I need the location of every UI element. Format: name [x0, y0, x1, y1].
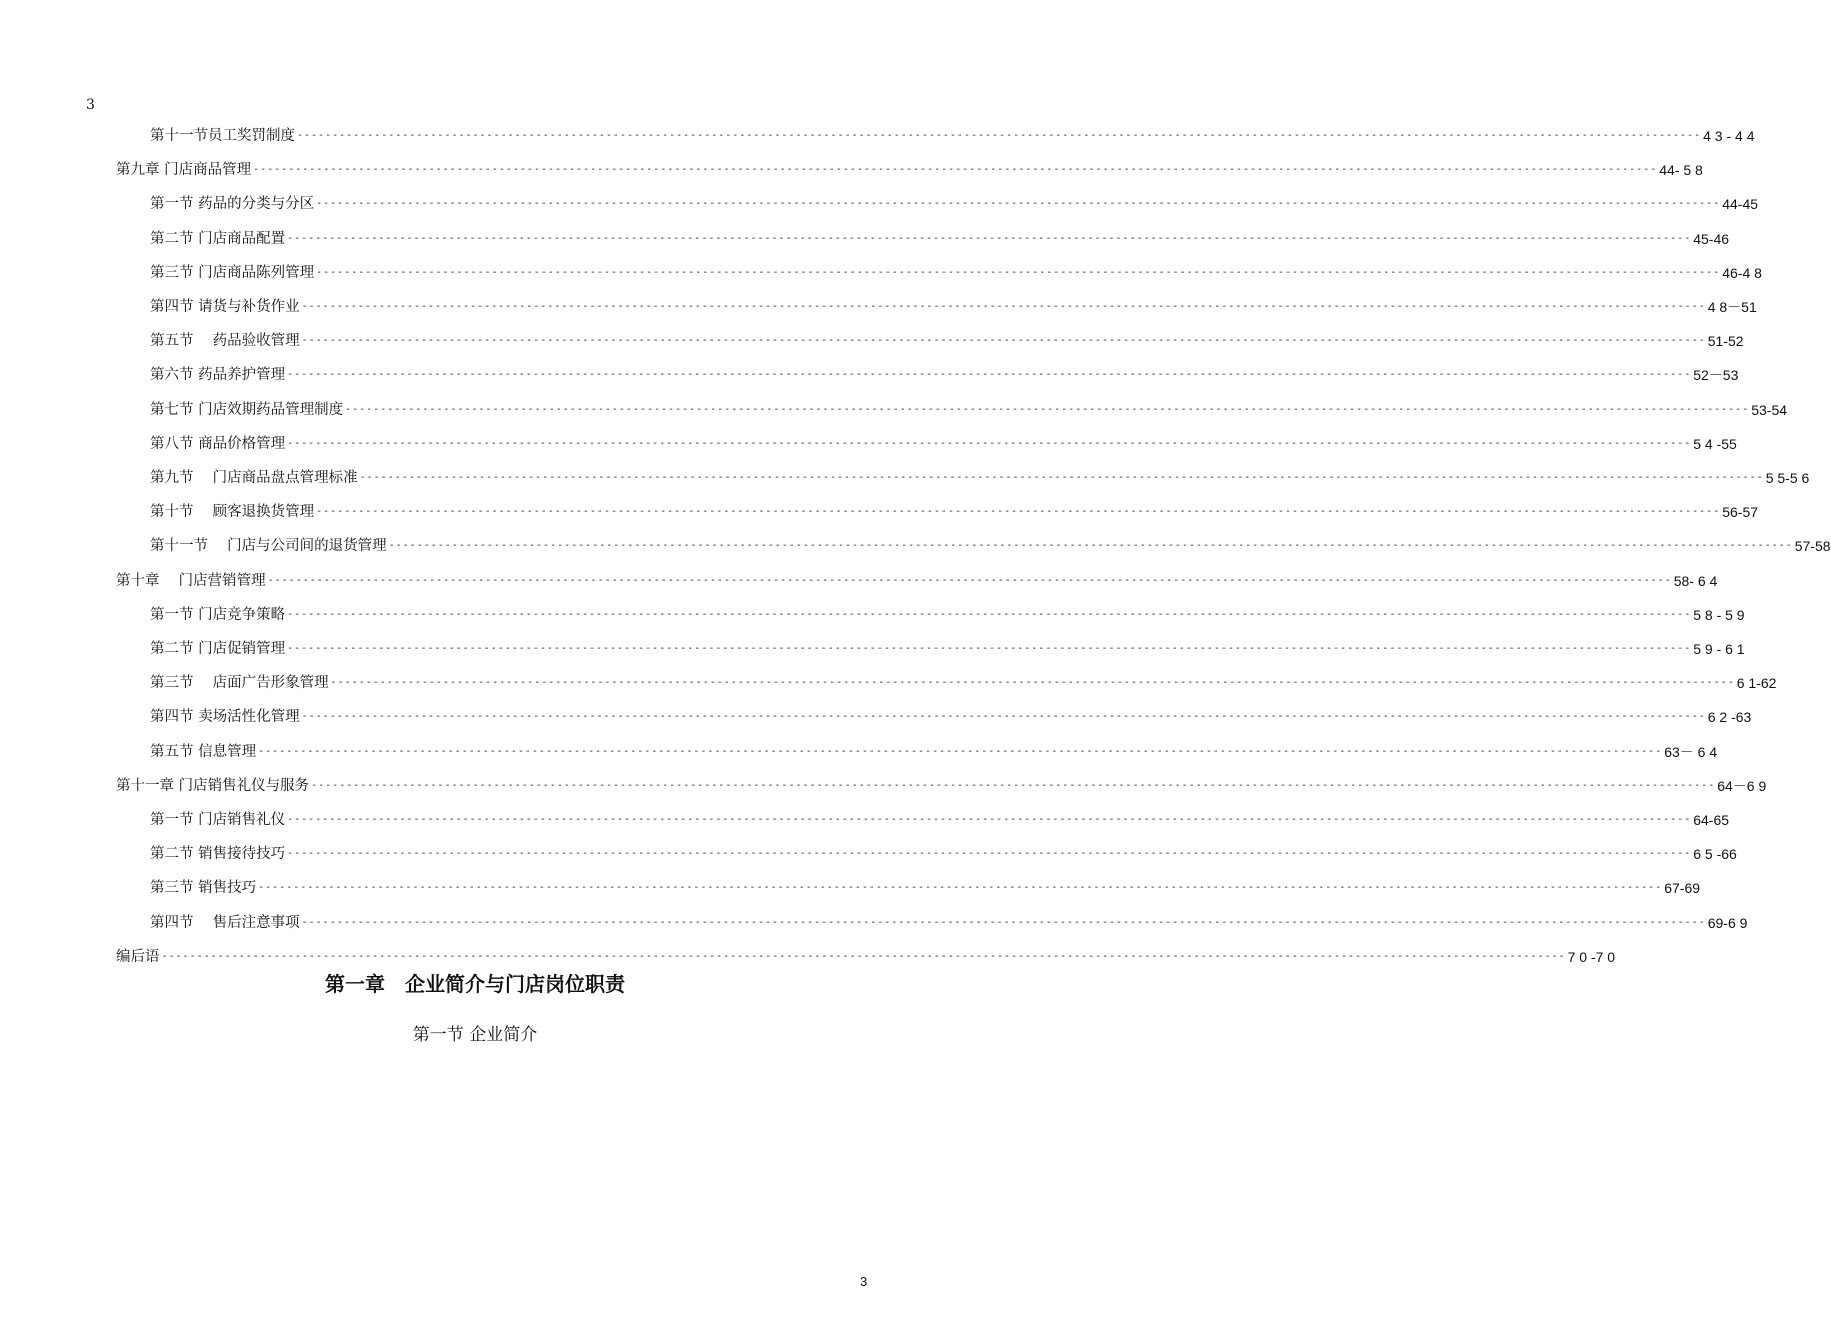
toc-entry-page: 52－53	[1693, 367, 1739, 384]
toc-entry[interactable]	[150, 637, 1745, 661]
toc-leader-dots: --------------------------------------------------------------------------------------------------------------------------------------------------------------------------------------------------------	[359, 472, 1764, 483]
toc-entry-title: 第三节 店面广告形象管理	[150, 675, 329, 692]
toc-entry-title: 第二节 门店商品配置	[150, 230, 286, 247]
toc-entry-title: 编后语	[116, 948, 160, 965]
toc-leader-dots: --------------------------------------------------------------------------------------------------------------------------------------------------------------------------------------------------------	[345, 403, 1750, 415]
toc-entry-page: 69-6 9	[1707, 914, 1748, 931]
toc-entry-page: 6 2 -63	[1707, 709, 1752, 726]
toc-entry-page: 4 8－51	[1707, 299, 1757, 315]
toc-entry[interactable]	[150, 740, 1718, 764]
toc-entry-title: 第九章 门店商品管理	[116, 162, 252, 179]
toc-entry[interactable]	[116, 945, 1616, 969]
toc-leader-dots: --------------------------------------------------------------------------------------------------------------------------------------------------------------------------------------------------------	[388, 540, 1793, 552]
toc-entry-title: 第七节 门店效期药品管理制度	[150, 401, 344, 418]
toc-leader-dots: --------------------------------------------------------------------------------------------------------------------------------------------------------------------------------------------------------	[253, 164, 1658, 176]
toc-leader-dots: --------------------------------------------------------------------------------------------------------------------------------------------------------------------------------------------------------	[297, 130, 1702, 141]
toc-entry-title: 第三节 销售技巧	[150, 880, 257, 897]
toc-entry-page: 46-4 8	[1722, 264, 1762, 281]
toc-entry-page: 6 1-62	[1736, 675, 1777, 692]
toc-entry-title: 第二节 门店促销管理	[150, 641, 286, 657]
toc-entry[interactable]	[150, 295, 1757, 319]
toc-entry-page: 63－ 6 4	[1664, 743, 1718, 760]
toc-entry-title: 第一节 门店竞争策略	[150, 606, 286, 623]
toc-entry-title: 第十一节员工奖罚制度	[150, 128, 295, 144]
toc-leader-dots: --------------------------------------------------------------------------------------------------------------------------------------------------------------------------------------------------------	[330, 677, 1735, 689]
toc-entry-page: 45-46	[1693, 230, 1730, 247]
toc-entry[interactable]	[150, 192, 1759, 216]
toc-entry-title: 第十一节 门店与公司间的退货管理	[150, 538, 387, 555]
toc-leader-dots: --------------------------------------------------------------------------------------------------------------------------------------------------------------------------------------------------------	[311, 779, 1716, 791]
header-page-number: 3	[86, 97, 95, 113]
chapter-heading: 第一章 企业简介与门店岗位职责	[325, 972, 625, 996]
toc-entry[interactable]	[150, 363, 1739, 387]
toc-entry[interactable]	[150, 671, 1777, 695]
toc-entry-page: 4 3 - 4 4	[1703, 128, 1755, 144]
toc-leader-dots: --------------------------------------------------------------------------------------------------------------------------------------------------------------------------------------------------------	[287, 369, 1692, 381]
toc-entry-page: 7 0 -7 0	[1567, 948, 1616, 965]
toc-entry-page: 51-52	[1707, 333, 1744, 350]
toc-entry-page: 5 4 -55	[1693, 435, 1737, 452]
toc-leader-dots: --------------------------------------------------------------------------------------------------------------------------------------------------------------------------------------------------------	[258, 745, 1663, 757]
toc-leader-dots: --------------------------------------------------------------------------------------------------------------------------------------------------------------------------------------------------------	[301, 916, 1706, 928]
toc-entry-page: 57-58	[1794, 538, 1831, 555]
toc-leader-dots: --------------------------------------------------------------------------------------------------------------------------------------------------------------------------------------------------------	[258, 882, 1663, 894]
toc-entry[interactable]	[150, 124, 1755, 148]
toc-entry-page: 67-69	[1664, 880, 1701, 897]
section-heading: 第一节 企业简介	[412, 1025, 538, 1045]
toc-entry[interactable]	[116, 774, 1767, 798]
toc-entry-page: 5 8 - 5 9	[1693, 606, 1745, 623]
toc-entry-page: 44- 5 8	[1659, 162, 1703, 179]
toc-leader-dots: --------------------------------------------------------------------------------------------------------------------------------------------------------------------------------------------------------	[316, 506, 1721, 518]
toc-leader-dots: --------------------------------------------------------------------------------------------------------------------------------------------------------------------------------------------------------	[287, 232, 1692, 244]
toc-entry[interactable]	[150, 227, 1730, 251]
toc-entry[interactable]	[150, 808, 1730, 832]
toc-entry[interactable]	[150, 329, 1744, 353]
toc-leader-dots: --------------------------------------------------------------------------------------------------------------------------------------------------------------------------------------------------------	[267, 574, 1672, 586]
toc-leader-dots: --------------------------------------------------------------------------------------------------------------------------------------------------------------------------------------------------------	[287, 643, 1692, 654]
toc-entry[interactable]	[150, 500, 1759, 524]
toc-entry[interactable]	[116, 158, 1703, 182]
toc-entry-title: 第三节 门店商品陈列管理	[150, 264, 315, 281]
toc-leader-dots: --------------------------------------------------------------------------------------------------------------------------------------------------------------------------------------------------------	[287, 814, 1692, 825]
toc-leader-dots: --------------------------------------------------------------------------------------------------------------------------------------------------------------------------------------------------------	[287, 848, 1692, 860]
toc-entry-page: 64-65	[1693, 812, 1730, 828]
toc-leader-dots: --------------------------------------------------------------------------------------------------------------------------------------------------------------------------------------------------------	[301, 335, 1706, 347]
toc-entry-page: 44-45	[1722, 196, 1759, 213]
toc-entry[interactable]	[150, 603, 1745, 627]
footer-page-number: 3	[860, 1274, 868, 1289]
toc-entry[interactable]	[150, 876, 1701, 900]
toc-entry[interactable]	[150, 432, 1737, 456]
toc-entry[interactable]	[150, 911, 1748, 935]
toc-entry-title: 第九节 门店商品盘点管理标准	[150, 470, 358, 486]
toc-entry-page: 58- 6 4	[1673, 572, 1718, 589]
toc-leader-dots: --------------------------------------------------------------------------------------------------------------------------------------------------------------------------------------------------------	[287, 608, 1692, 620]
toc-entry[interactable]	[150, 534, 1831, 558]
toc-entry[interactable]	[150, 398, 1788, 422]
toc-entry-title: 第八节 商品价格管理	[150, 435, 286, 452]
toc-entry-title: 第十节 顾客退换货管理	[150, 504, 315, 521]
toc-entry-title: 第五节 药品验收管理	[150, 333, 300, 350]
toc-entry[interactable]	[150, 466, 1810, 490]
toc-entry[interactable]	[116, 569, 1718, 593]
toc-entry-title: 第二节 销售接待技巧	[150, 846, 286, 863]
toc-leader-dots: --------------------------------------------------------------------------------------------------------------------------------------------------------------------------------------------------------	[301, 711, 1706, 723]
toc-entry-title: 第四节 卖场活性化管理	[150, 709, 300, 726]
toc-entry-page: 5 9 - 6 1	[1693, 641, 1745, 657]
toc-leader-dots: --------------------------------------------------------------------------------------------------------------------------------------------------------------------------------------------------------	[287, 437, 1692, 449]
toc-entry-page: 6 5 -66	[1693, 846, 1737, 863]
toc-entry-page: 64－6 9	[1717, 777, 1767, 794]
toc-entry[interactable]	[150, 705, 1752, 729]
toc-entry-title: 第四节 请货与补货作业	[150, 299, 300, 315]
toc-entry-title: 第六节 药品养护管理	[150, 367, 286, 384]
toc-leader-dots: --------------------------------------------------------------------------------------------------------------------------------------------------------------------------------------------------------	[316, 198, 1721, 210]
toc-entry-title: 第四节 售后注意事项	[150, 914, 300, 931]
toc-entry-page: 56-57	[1722, 504, 1759, 521]
toc-entry[interactable]	[150, 842, 1737, 866]
toc-entry-title: 第十章 门店营销管理	[116, 572, 266, 589]
toc-entry-title: 第五节 信息管理	[150, 743, 257, 760]
toc-entry-title: 第十一章 门店销售礼仪与服务	[116, 777, 310, 794]
toc-entry-page: 53-54	[1751, 401, 1788, 418]
toc-leader-dots: --------------------------------------------------------------------------------------------------------------------------------------------------------------------------------------------------------	[316, 266, 1721, 278]
toc-leader-dots: --------------------------------------------------------------------------------------------------------------------------------------------------------------------------------------------------------	[301, 301, 1706, 312]
toc-leader-dots: --------------------------------------------------------------------------------------------------------------------------------------------------------------------------------------------------------	[161, 950, 1566, 962]
toc-entry-title: 第一节 门店销售礼仪	[150, 812, 286, 828]
toc-entry-title: 第一节 药品的分类与分区	[150, 196, 315, 213]
toc-entry-page: 5 5-5 6	[1765, 470, 1810, 486]
toc-entry[interactable]	[150, 261, 1762, 285]
